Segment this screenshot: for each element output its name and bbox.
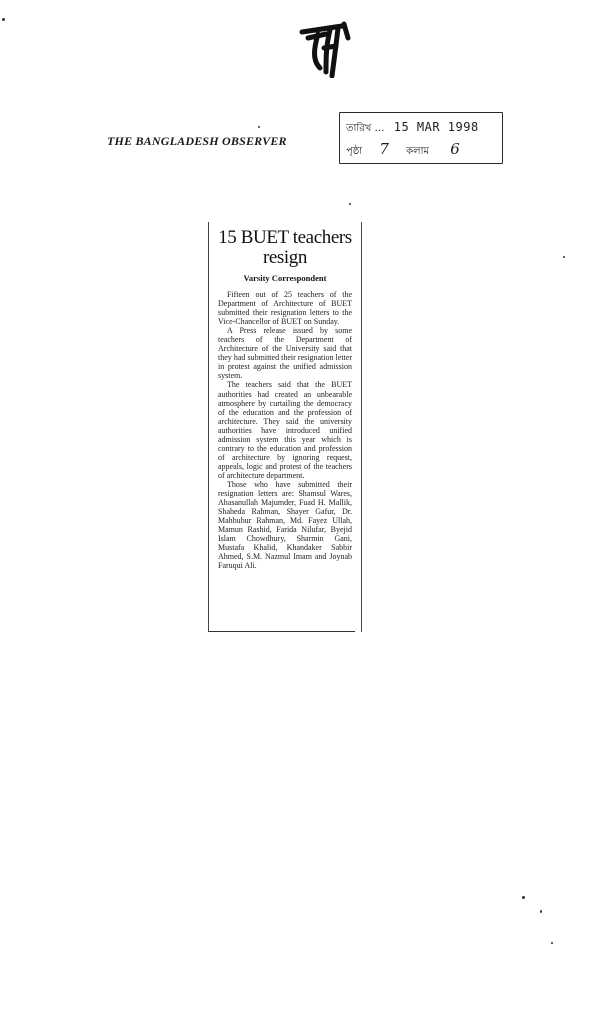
stamp-page-value: 7 xyxy=(379,140,389,158)
stamp-page-label: পৃষ্ঠা xyxy=(346,146,363,157)
article-paragraph: Those who have submitted their resignation letters are: Shamsul Wares, Ahasanullah Majumder, Fuad H. Mallik, Shaheda Rahman, Shayer Gafur, Dr. Mahbubur Rahman, Md. Fayez Ullah, Mamun Rashid, Farida Nilufar, Byejid Islam Chowdhury, Sharmin Gani, Mustafa Khalid, Khandaker Sabbir Ahmed, S.M. Nazmul Imam and Joynab Faruqui Ali. xyxy=(218,479,352,571)
scan-speck xyxy=(563,256,565,258)
stamp-date-value: 15 MAR 1998 xyxy=(393,120,479,134)
date-stamp xyxy=(339,112,503,164)
article-paragraph: A Press release issued by some teachers of the Department of Architecture of the University said that they had submitted their resignation letter in protest against the unified admission system. xyxy=(218,326,352,381)
stamp-page-row xyxy=(346,140,460,161)
scan-speck xyxy=(522,896,525,899)
stamp-date-row: তারিখ … 15 MAR 1998 xyxy=(346,120,479,134)
scan-speck xyxy=(258,126,260,128)
stamp-column-label: কলাম xyxy=(406,146,430,157)
scan-speck xyxy=(349,203,351,205)
news-clipping xyxy=(208,222,362,632)
handwritten-mark xyxy=(296,12,360,78)
newspaper-name: THE BANGLADESH OBSERVER xyxy=(107,134,287,148)
scan-speck xyxy=(540,910,542,913)
stamp-date-label: তারিখ xyxy=(346,123,372,134)
article-byline: Varsity Correspondent xyxy=(243,273,327,283)
article-headline: 15 BUET teachers resign xyxy=(218,227,352,268)
article-paragraph: Fifteen out of 25 teachers of the Department of Architecture of BUET submitted their resignation letters to the Vice-Chancellor of BUET on Sunday. xyxy=(218,290,352,327)
article-paragraph: The teachers said that the BUET authorities had created an unbearable atmosphere by curtailing the democracy of the education and the profession of architecture. They said the university authorities have introduced unified admission system this year which is contrary to the education and profession of architecture by ignoring request, appeals, logic and protest of the teachers of architecture department. xyxy=(218,380,352,480)
article-body xyxy=(218,290,352,570)
scan-speck xyxy=(2,18,5,21)
scan-speck xyxy=(551,942,553,944)
stamp-column-value: 6 xyxy=(450,140,460,158)
